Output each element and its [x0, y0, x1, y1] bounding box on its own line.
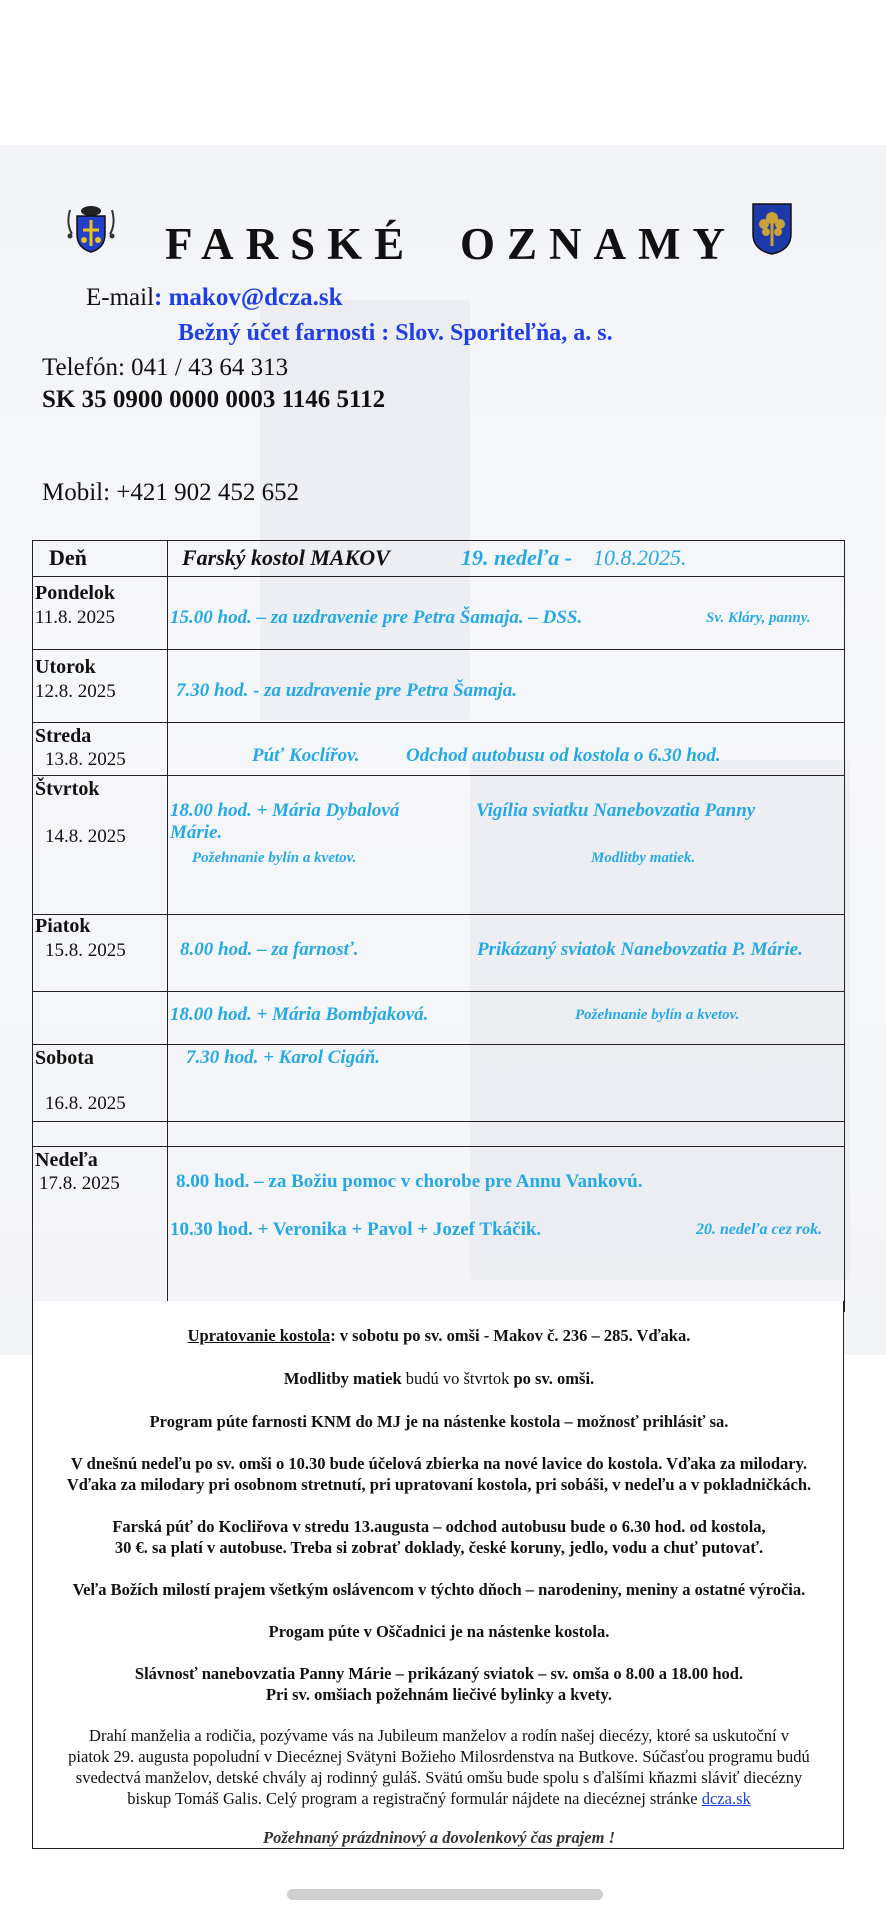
table-row: [33, 776, 845, 915]
mass-entry: 8.00 hod. – za Božiu pomoc v chorobe pre Annu Vankovú.: [176, 1171, 643, 1192]
koclirov-note-2: 30 €. sa platí v autobuse. Treba si zobrať doklady, české koruny, jedlo, vodu a chuť putovať.: [114, 1538, 764, 1557]
jubilee-text: biskup Tomáš Galis. Celý program a registračný formulár nájdete na diecéznej stránke: [127, 1789, 702, 1808]
prayer-bold: Modlitby matiek: [283, 1369, 402, 1388]
knm-pilgrimage-note: Program púte farnosti KNM do MJ je na nástenke kostola – možnosť prihlásiť sa.: [149, 1412, 729, 1431]
mass-entry: 10.30 hod. + Veronika + Pavol + Jozef Tkáčik.: [170, 1219, 542, 1240]
prayer-bold-end: po sv. omši.: [513, 1369, 595, 1388]
email-label: E-mail: [86, 284, 155, 311]
pilgrimage-entry: Púť Koclířov.: [252, 745, 360, 766]
day-name: Sobota: [35, 1047, 94, 1069]
jubilee-note-4: [33, 1788, 845, 1809]
day-date: 16.8. 2025: [45, 1093, 126, 1114]
prayer-regular: budú vo štvrtok: [401, 1369, 514, 1388]
parish-coat-of-arms-icon: [64, 204, 118, 254]
mass-entry: 7.30 hod. - za uzdravenie pre Petra Šamaja.: [176, 680, 517, 701]
day-name: Streda: [35, 725, 92, 747]
table-spacer-row: [33, 1122, 845, 1147]
day-name: Utorok: [35, 656, 96, 678]
phone: Telefón: 041 / 43 64 313: [42, 354, 289, 381]
blessing-note: Požehnanie bylín a kvetov.: [192, 850, 357, 866]
blessing-note: Požehnanie bylín a kvetov.: [575, 1007, 740, 1023]
page-title-right: OZNAMY: [460, 219, 737, 269]
bus-departure: Odchod autobusu od kostola o 6.30 hod.: [406, 745, 721, 766]
collection-note-2: Vďaka za milodary pri osobnom stretnutí, pri upratovaní kostola, pri sobáši, v nedeľu a v pokladničkách.: [66, 1475, 812, 1494]
mass-entry: 7.30 hod. + Karol Cigáň.: [186, 1047, 381, 1068]
mothers-prayer-note: Modlitby matiek.: [591, 850, 696, 866]
mass-schedule-table: [32, 540, 845, 1312]
mass-entry: 8.00 hod. – za farnosť.: [180, 939, 359, 960]
header-church: Farský kostol MAKOV: [182, 545, 390, 570]
email-value[interactable]: : makov@dcza.sk: [154, 284, 343, 311]
assumption-note-2: Pri sv. omšiach požehnám liečivé bylinky a kvety.: [265, 1685, 613, 1704]
mass-entry: 18.00 hod. + Mária Dybalová: [170, 800, 400, 821]
jubilee-note-2: piatok 29. augusta popoludní v Diecéznej Svätyni Božieho Milosrdenstva na Butkove. Súčasťou programu budú: [68, 1747, 810, 1766]
day-name: Piatok: [35, 915, 91, 937]
sunday-note: 20. nedeľa cez rok.: [696, 1221, 823, 1238]
table-row: [33, 992, 845, 1045]
mothers-prayer-announcement: [33, 1368, 845, 1389]
day-date: 12.8. 2025: [35, 681, 116, 702]
table-row: [33, 650, 845, 723]
table-row: [33, 723, 845, 776]
bank-account: Bežný účet farnosti : Slov. Sporiteľňa, a. s.: [178, 320, 613, 346]
mobile: Mobil: +421 902 452 652: [42, 479, 300, 506]
day-date: 13.8. 2025: [45, 749, 126, 770]
koclirov-note-1: Farská púť do Kocliřova v stredu 13.augusta – odchod autobusu bude o 6.30 hod. od kostola,: [112, 1517, 766, 1536]
day-name: Pondelok: [35, 582, 116, 604]
cleaning-text: : v sobotu po sv. omši - Makov č. 236 – 285. Vďaka.: [330, 1326, 691, 1345]
page-title-left: FARSKÉ: [165, 219, 417, 269]
mass-entry: 15.00 hod. – za uzdravenie pre Petra Šamaja. – DSS.: [170, 607, 583, 628]
oscadnica-note: Progam púte v Oščadnici je na nástenke kostola.: [268, 1622, 610, 1641]
jubilee-note-1: Drahí manželia a rodičia, pozývame vás na Jubileum manželov a rodín našej diecézy, ktoré sa uskutoční v: [89, 1726, 789, 1745]
header-day: Deň: [49, 545, 87, 570]
feast-note: Sv. Kláry, panny.: [706, 610, 811, 626]
feast-note: Prikázaný sviatok Nanebovzatia P. Márie.: [477, 939, 803, 960]
email-line: [86, 284, 343, 312]
day-date: 11.8. 2025: [35, 607, 116, 628]
table-row: [33, 915, 845, 992]
day-date: 17.8. 2025: [39, 1173, 120, 1194]
day-name: Nedeľa: [35, 1149, 98, 1171]
announcements-box: [32, 1301, 844, 1849]
table-row: [33, 577, 845, 650]
vigil-note: Vigília sviatku Nanebovzatia Panny: [476, 800, 756, 821]
table-row: [33, 1147, 845, 1312]
day-name: Štvrtok: [35, 778, 100, 800]
home-indicator[interactable]: [287, 1889, 603, 1900]
collection-note-1: V dnešnú nedeľu po sv. omši o 10.30 bude účelová zbierka na nové lavice do kostola. Vďaka za milodary.: [70, 1454, 808, 1473]
jubilee-note-3: svedectvá manželov, detské chvály aj rodinný guláš. Svätú omšu bude spolu s ďalšími kňazmi sláviť diecézny: [75, 1768, 803, 1787]
day-date: 14.8. 2025: [45, 826, 126, 847]
header-sunday: 19. nedeľa -: [461, 545, 573, 570]
farewell-note: Požehnaný prázdninový a dovolenkový čas prajem !: [263, 1828, 615, 1847]
vigil-note-cont: Márie.: [170, 822, 223, 843]
assumption-note-1: Slávnosť nanebovzatia Panny Márie – prikázaný sviatok – sv. omša o 8.00 a 18.00 hod.: [134, 1664, 744, 1683]
table-row: [33, 1045, 845, 1122]
iban: SK 35 0900 0000 0003 1146 5112: [42, 386, 386, 413]
diocese-website-link[interactable]: dcza.sk: [701, 1789, 751, 1808]
header-date: 10.8.2025.: [593, 545, 687, 570]
cleaning-note: [33, 1325, 845, 1346]
table-header-row: [33, 541, 845, 577]
cleaning-label: Upratovanie kostola: [187, 1326, 331, 1345]
village-coat-of-arms-icon: [751, 202, 793, 256]
day-date: 15.8. 2025: [45, 940, 126, 961]
mass-entry: 18.00 hod. + Mária Bombjaková.: [170, 1004, 429, 1025]
blessings-note: Veľa Božích milostí prajem všetkým oslávencom v týchto dňoch – narodeniny, meniny a ostatné výročia.: [72, 1580, 806, 1599]
